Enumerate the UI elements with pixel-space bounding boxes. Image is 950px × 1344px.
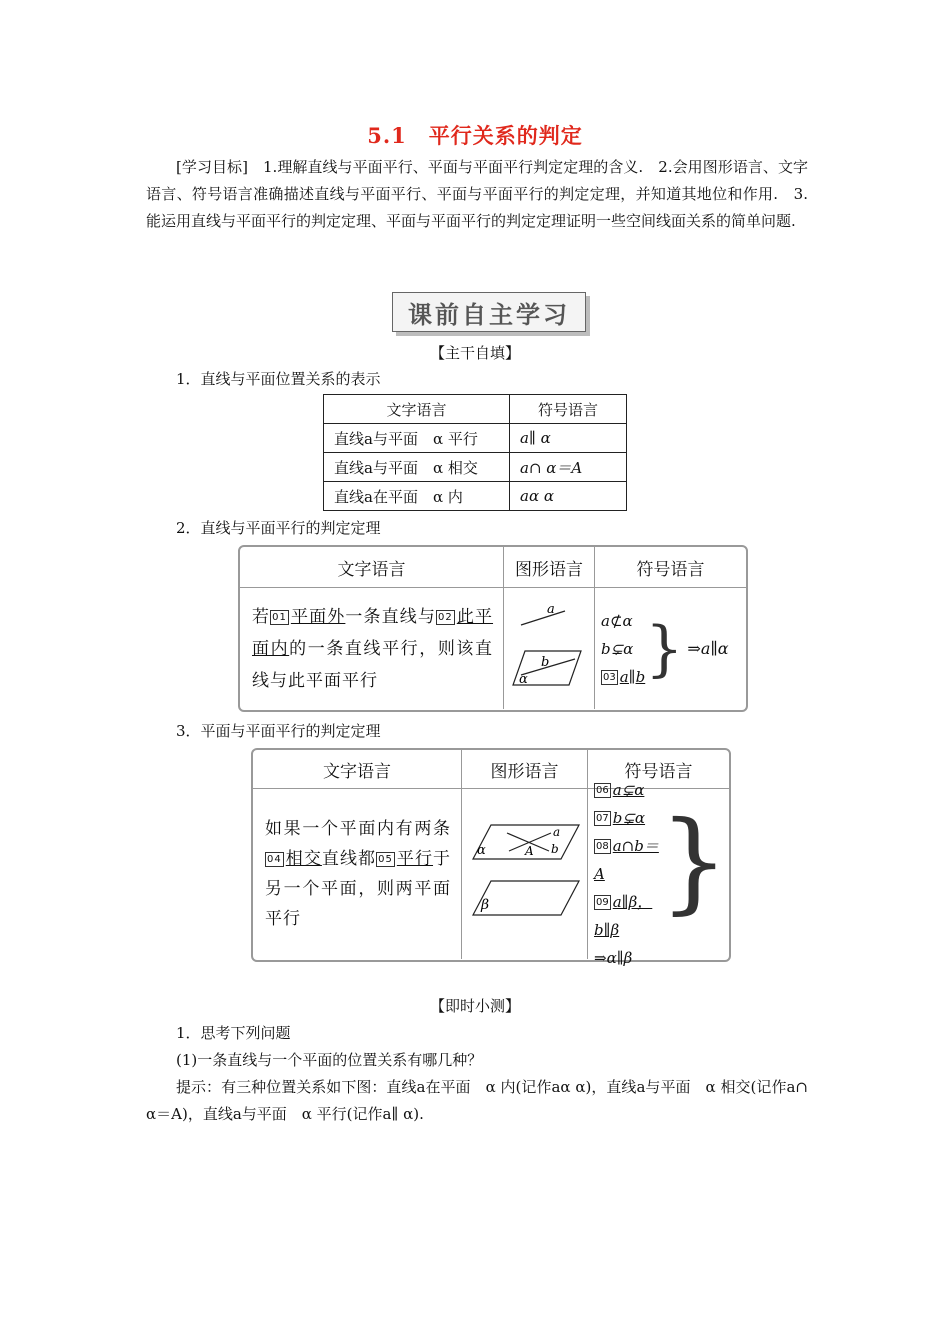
fill-answer: a⊊α: [612, 781, 645, 799]
fill-answer: 此平面内: [252, 606, 494, 659]
learning-objectives: [146, 154, 808, 235]
fill-answer: a∥β，b∥β: [594, 893, 653, 939]
theorem-text: 若 01 平面外一条直线与 02 此平面内的一条直线平行，则该直线与此平面平行: [252, 606, 494, 691]
fill-answer: a∩b＝A: [594, 837, 659, 883]
fill-answer: 平面外: [290, 606, 346, 627]
fill-answer: b⊊α: [612, 809, 646, 827]
quiz-q1: 1．思考下列问题: [176, 1024, 291, 1042]
card-header: 图形语言: [504, 547, 595, 587]
blank-number: 04: [267, 854, 282, 865]
symbol-cell: [595, 588, 746, 709]
figure-label: b: [541, 654, 550, 670]
theorem-text-cell: [240, 588, 504, 709]
blank-number: 02: [438, 611, 453, 623]
fill-answer: a∥b: [619, 667, 646, 686]
blank-number: 08: [596, 841, 609, 852]
table-cell: a∥ α: [510, 424, 627, 453]
brace: }: [659, 797, 729, 925]
blank-number: 07: [596, 813, 609, 824]
plane-plane-figure: [467, 819, 582, 929]
symbol-lines: a⊄α b⊊α 03 a∥b: [601, 611, 646, 686]
blank-number: 09: [596, 897, 609, 908]
page-title: 5.1 平行关系的判定: [367, 123, 583, 148]
brace: }: [645, 613, 684, 684]
table-cell: aα α: [510, 482, 627, 511]
blank-number: 05: [378, 854, 393, 865]
symbol-cell: [588, 781, 729, 967]
card-header: 符号语言: [636, 559, 705, 580]
line-plane-figure: [509, 599, 589, 699]
figure-label: a: [553, 825, 561, 839]
figure-label: b: [551, 842, 559, 856]
figure-label: a: [547, 601, 555, 617]
card-header: 符号语言: [624, 761, 693, 782]
figure-cell: [504, 588, 595, 709]
objectives-text: [学习目标] 1.理解直线与平面平行、平面与平面平行判定定理的含义. 2.会用图形语言、文字语言、符号语言准确描述直线与平面平行、平面与平面平行的判定定理，并知道其地位和作用. 3.能运用直线与平面平行的判定定理、平面与平面平行的判定定理证明一些空间线面关系的简单问题.: [146, 158, 808, 230]
fill-answer: 相交: [285, 849, 322, 869]
figure-cell: [462, 789, 588, 959]
table-cell: a∩ α＝A: [510, 453, 627, 482]
conclusion: ⇒α∥β: [594, 949, 633, 967]
theorem-text-cell: [253, 789, 462, 959]
figure-label: α: [519, 671, 528, 687]
figure-label: β: [481, 897, 490, 913]
card-header: 文字语言: [253, 750, 462, 788]
table-header: 符号语言: [510, 395, 627, 424]
blank-number: 01: [272, 611, 287, 623]
fill-answer: 平行: [396, 849, 434, 869]
item3-label: 3．平面与平面平行的判定定理: [176, 722, 381, 740]
section-heading-main: 【主干自填】: [429, 344, 520, 362]
blank-number: 03: [603, 671, 616, 683]
quiz-q1-sub: (1)一条直线与一个平面的位置关系有哪几种？: [176, 1051, 483, 1069]
figure-label: α: [477, 843, 486, 858]
line-plane-theorem-card: [238, 545, 748, 712]
card-header: 图形语言: [462, 750, 588, 788]
symbol-lines: [594, 776, 659, 972]
item2-label: 2．直线与平面平行的判定定理: [176, 519, 381, 537]
section-banner: 课前自主学习: [392, 292, 586, 332]
plane-plane-theorem-card: [251, 748, 731, 967]
hint-text: 提示：有三种位置关系如下图：直线a在平面 α 内(记作aα α)，直线a与平面 α 相交(记作a∩ α＝A)，直线a与平面 α 平行(记作a∥ α).: [146, 1078, 808, 1123]
section-heading-quiz: 【即时小测】: [429, 997, 520, 1015]
card-header: 文字语言: [240, 547, 504, 587]
table-header: 文字语言: [324, 395, 510, 424]
table-cell: 直线a与平面 α 相交: [324, 453, 510, 482]
table-cell: 直线a与平面 α 平行: [324, 424, 510, 453]
position-relation-table: [323, 394, 627, 511]
blank-number: 06: [596, 785, 609, 796]
item1-label: 1．直线与平面位置关系的表示: [176, 370, 381, 388]
table-cell: 直线a在平面 α 内: [324, 482, 510, 511]
figure-label: A: [525, 844, 534, 858]
theorem-text: 如果一个平面内有两条04 相交直线都 05 平行于另一个平面，则两平面平行: [265, 819, 452, 929]
conclusion: ⇒a∥α: [687, 638, 729, 658]
quiz-hint: [146, 1074, 808, 1128]
